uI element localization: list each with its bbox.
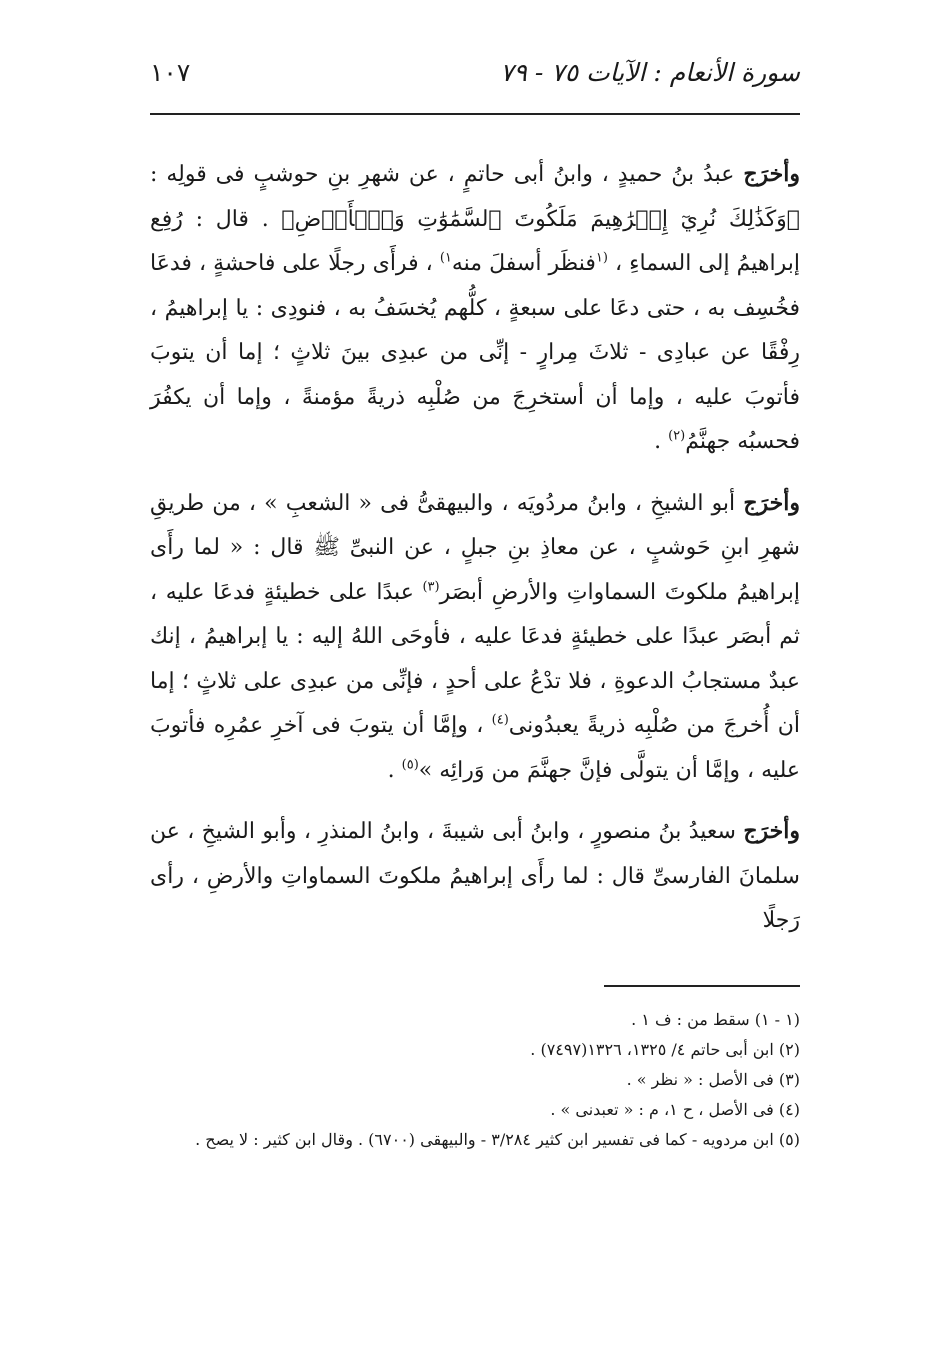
footnote-2: (٢) ابن أبى حاتم ٤/ ١٣٢٥، ١٣٢٦(٧٤٩٧) .: [530, 1040, 800, 1059]
footnote-1: (١ - ١) سقط من : ف ١ .: [631, 1010, 800, 1029]
paragraph-text: أبو الشيخِ ، وابنُ مردُويَه ، والبيهقىُّ فى « الشعبِ » ، من طريقِ شهرِ ابنِ حَوشبٍ ، عن معاذِ بنِ جبلٍ ، عن النبىِّ ﷺ قال : « لما رأَى إبراهيمُ ملكوتَ السماواتِ والأرضِ أبصَر: [150, 490, 800, 605]
footnotes: [150, 1005, 800, 1155]
header-divider: [150, 113, 800, 115]
running-header: [150, 58, 800, 98]
paragraph-2: [150, 481, 800, 794]
paragraph-text: عبدًا على خطيئةٍ فدعَا عليه ، ثم أبصَر عبدًا على خطيئةٍ فدعَا عليه ، فأوحَى اللهُ إليه : يا إبراهيمُ ، إنك عبدٌ مستجابُ الدعوةِ ، فلا تدْعُ على أحدٍ ، فإنِّى من عبدِى على ثلاثٍ ؛ إما أن أُخرجَ من صُلْبِه ذريةً يعبدُونى: [150, 579, 801, 738]
paragraph-text: سعيدُ بنُ منصورٍ ، وابنُ أبى شيبةَ ، وابنُ المنذرِ ، وأبو الشيخِ ، عن سلمانَ الفارسىِّ قال : لما رأَى إبراهيمُ ملكوتَ السماواتِ والأرضِ ، رأى رَجلًا: [150, 819, 800, 933]
paragraph-1: [150, 152, 800, 465]
footnote-marker: (١: [595, 250, 608, 266]
footnote-marker: (٣): [422, 579, 440, 595]
paragraph-text: عبدُ بنُ حميدٍ ، وابنُ أبى حاتمٍ ، عن شهرِ بنِ حوشبٍ فى قولِه : ﴿وَكَذَٰلِكَ نُرِيٓ إِبۡرَٰهِيمَ مَلَكُوتَ ٱلسَّمَٰوَٰتِ وَٱلۡأَرۡضِ﴾ . قال : رُفِع إبراهيمُ إلى السماءِ ،: [150, 162, 801, 276]
main-text: [150, 152, 800, 960]
footnote-marker: ١): [439, 250, 452, 266]
footnote-5: (٥) ابن مردويه - كما فى تفسير ابن كثير ٣/٢٨٤ - والبيهقى (٦٧٠٠) . وقال ابن كثير : لا يصح .: [195, 1130, 800, 1149]
paragraph-lead: وأخرَج: [743, 489, 800, 516]
paragraph-text: ، وإمَّا أن يتوبَ فى آخرِ عمُرِه فأتوبَ عليه ، وإمَّا أن يتولَّى فإنَّ جهنَّمَ من وَرائِه »: [150, 713, 800, 783]
surah-title: سورة الأنعام : الآيات ٧٥ - ٧٩: [500, 58, 800, 87]
footnote-divider: [604, 985, 800, 987]
paragraph-lead: وأخرَج: [743, 818, 800, 844]
footnote-3: (٣) فى الأصل : « نظر » .: [626, 1070, 800, 1089]
paragraph-text: فنظَر أسفلَ منه: [451, 251, 596, 276]
paragraph-end: .: [654, 429, 669, 454]
footnote-4: (٤) فى الأصل ، ح ١، م : « تعبدنى » .: [550, 1100, 800, 1119]
paragraph-3: [150, 809, 800, 944]
footnote-marker: (٥): [401, 757, 419, 773]
page-number: ١٠٧: [150, 58, 191, 87]
footnote-marker: (٢): [668, 428, 686, 444]
paragraph-end: .: [387, 757, 402, 783]
paragraph-text: ، فرأَى رجلًا على فاحشةٍ ، فدعَا فخُسِف به ، حتى دعَا على سبعةٍ ، كلُّهم يُخسَفُ به ، فنودِى : يا إبراهيمُ ، رِفْقًا عن عبادِى - ثلاثَ مِرارٍ - إنِّى من عبدِى بينَ ثلاثٍ ؛ إما أن يتوبَ فأتوبَ عليه ، وإما أن أستخرِجَ من صُلْبِه ذريةً مؤمنةً ، وإما أن يكفُرَ فحسبُه جهنَّمُ: [150, 251, 800, 454]
footnote-marker: (٤): [491, 712, 509, 728]
paragraph-lead: وأخرَج: [743, 161, 800, 187]
